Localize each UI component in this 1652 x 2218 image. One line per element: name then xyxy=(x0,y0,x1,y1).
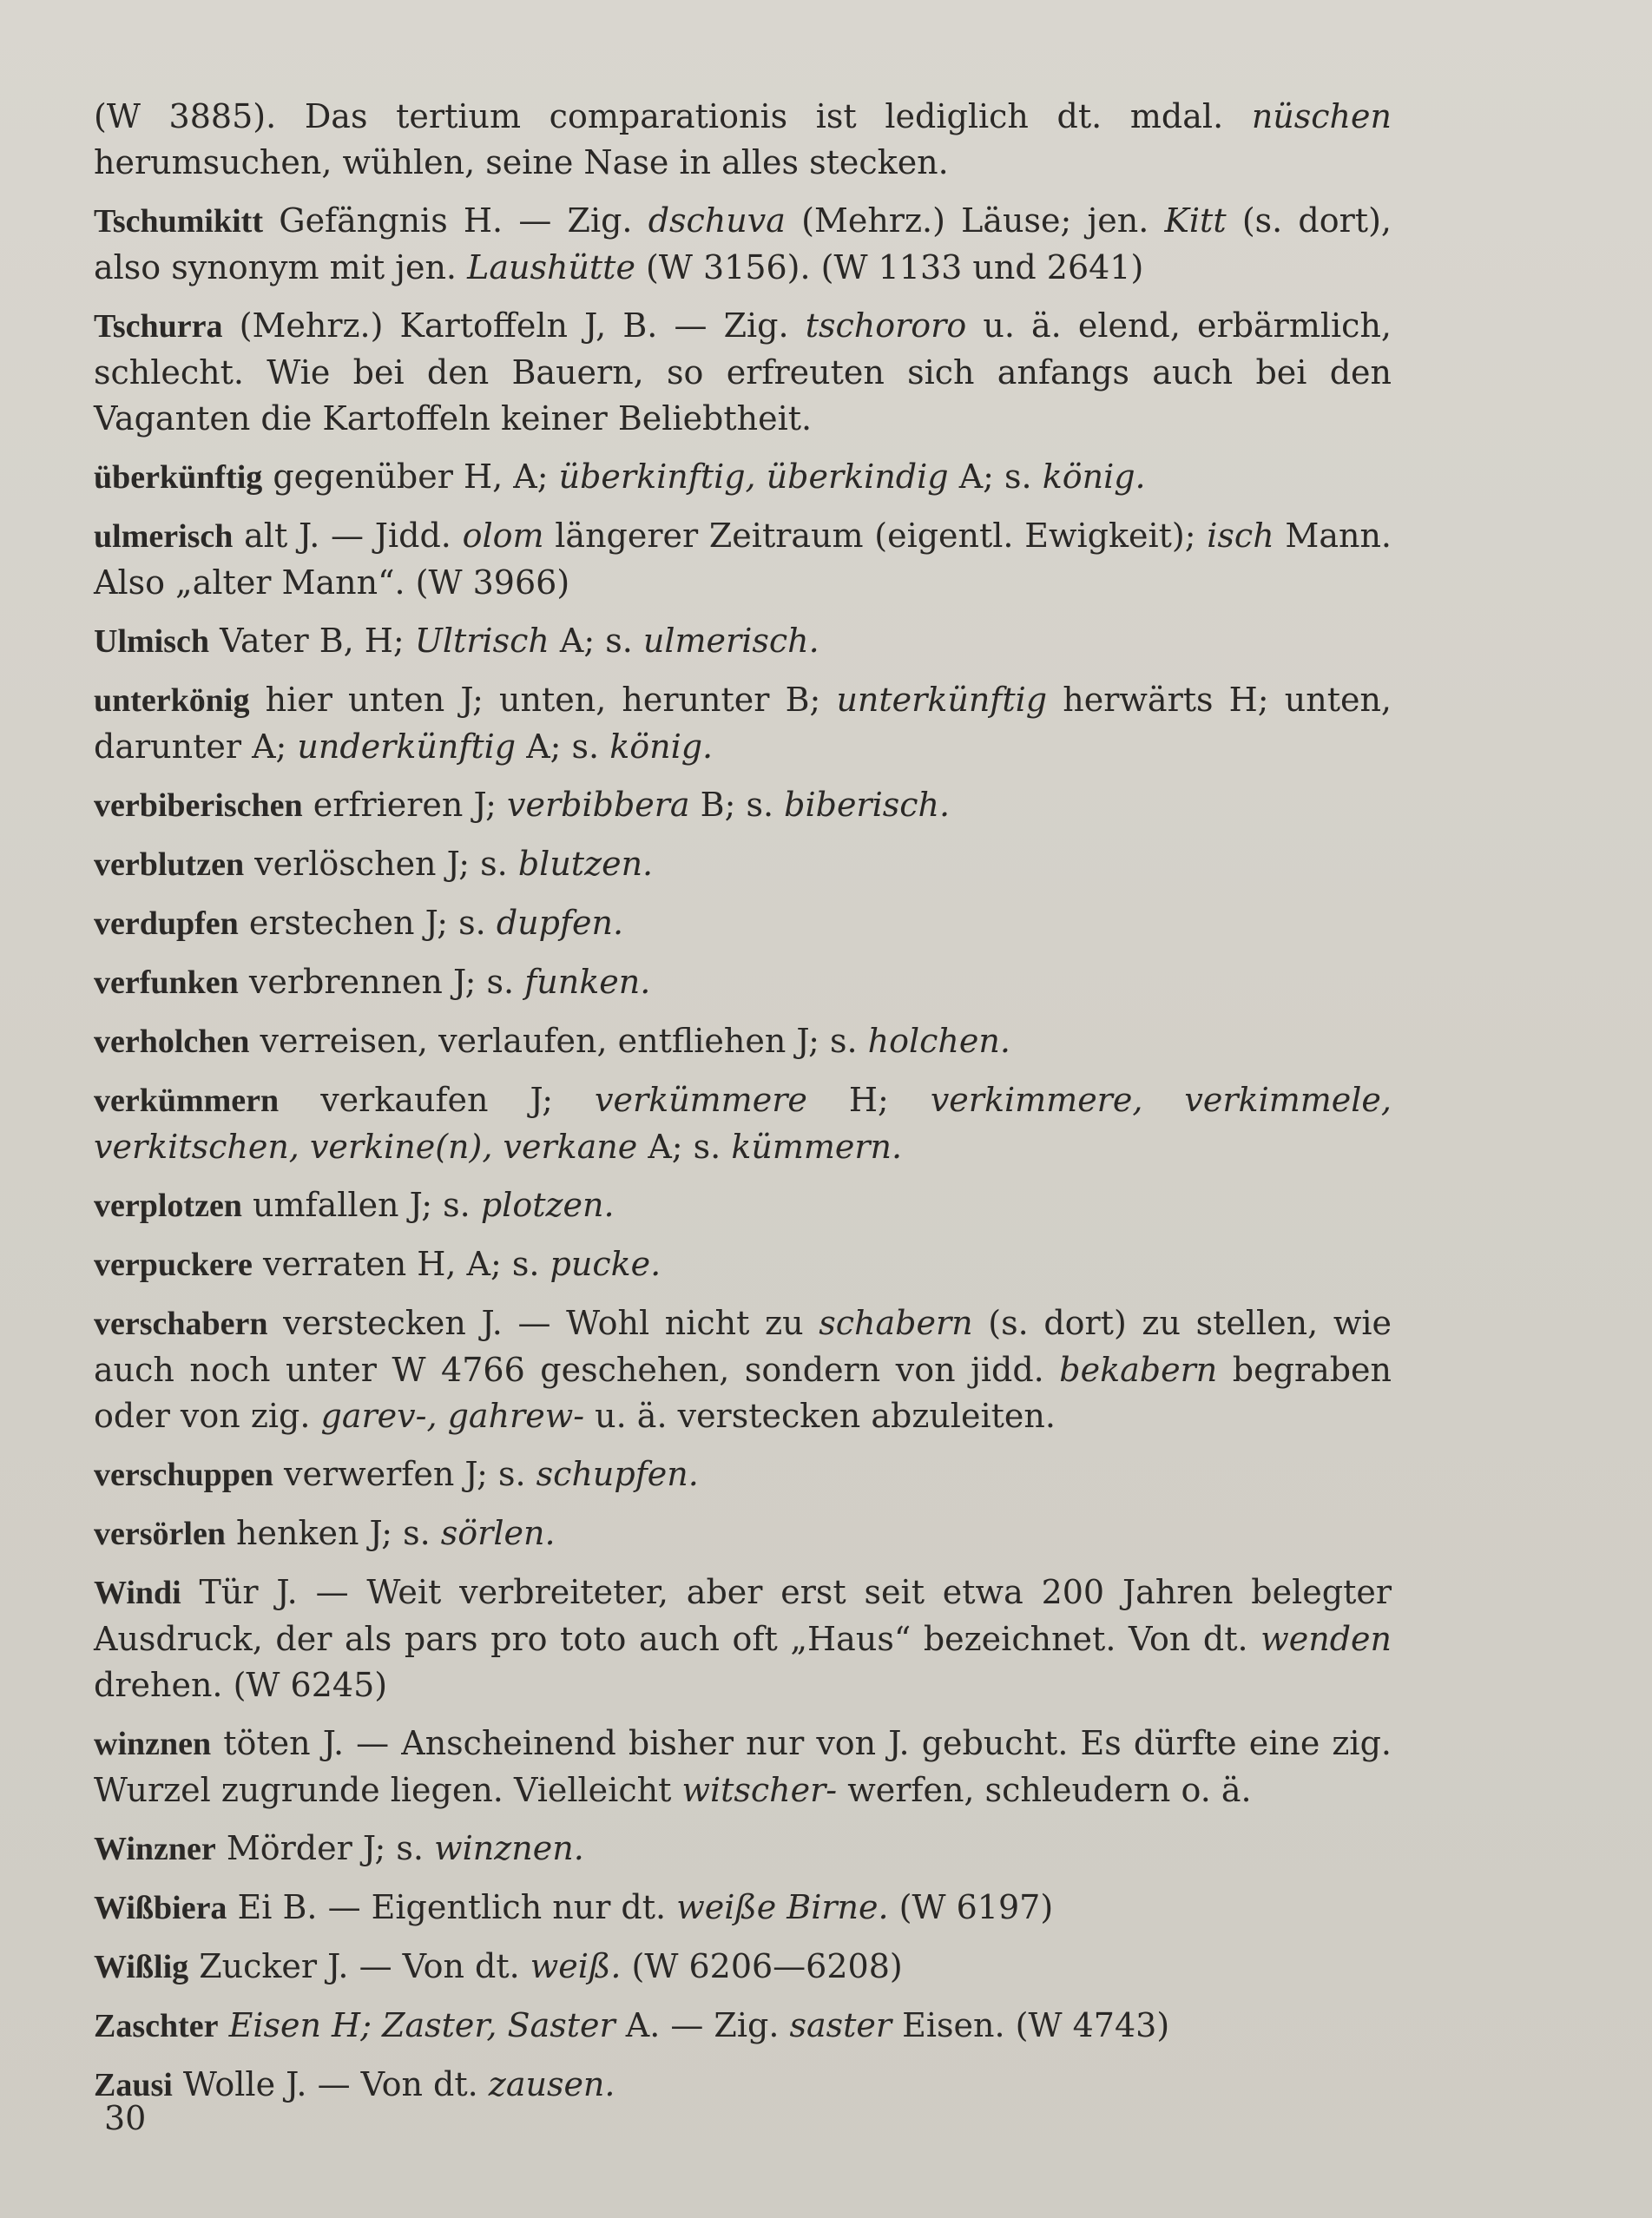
entry-italic-term: bekabern xyxy=(1059,1351,1218,1389)
dictionary-entry xyxy=(94,1826,1392,1872)
entry-headword: verkümmern xyxy=(94,1083,280,1119)
entry-headword: Tschurra xyxy=(94,308,223,345)
entry-text: herwärts H; unten, darunter A; xyxy=(94,681,1392,766)
dictionary-entry xyxy=(94,1885,1392,1932)
entry-italic-term: schupfen. xyxy=(536,1455,699,1493)
dictionary-entry xyxy=(94,1510,1392,1557)
dictionary-entry xyxy=(94,677,1392,770)
dictionary-entry xyxy=(94,2003,1392,2050)
dictionary-entry xyxy=(94,1077,1392,1170)
entry-text: (s. dort), also synonym mit jen. xyxy=(94,201,1392,286)
entry-text: Vater B, H; xyxy=(209,622,415,660)
entry-italic-term: weiß. xyxy=(530,1947,622,1985)
dictionary-entry xyxy=(94,303,1392,442)
entry-text: verwerfen J; s. xyxy=(273,1455,536,1493)
entry-text xyxy=(219,2006,229,2044)
entry-text: (W 6206—6208) xyxy=(621,1947,903,1985)
dictionary-entry xyxy=(94,1182,1392,1229)
entry-text: längerer Zeitraum (eigentl. Ewigkeit); xyxy=(543,517,1208,555)
entry-text: verraten H, A; s. xyxy=(252,1245,550,1283)
entry-italic-term: zausen. xyxy=(488,2065,615,2103)
entry-text: u. ä. verstecken abzuleiten. xyxy=(584,1397,1056,1435)
page-number: 30 xyxy=(104,2099,147,2137)
dictionary-entry xyxy=(94,618,1392,665)
dictionary-entry xyxy=(94,900,1392,947)
dictionary-entry xyxy=(94,454,1392,501)
entry-text: umfallen J; s. xyxy=(241,1186,481,1224)
dictionary-entry xyxy=(94,513,1392,606)
entry-italic-term: schabern xyxy=(819,1304,973,1342)
entry-italic-term: isch xyxy=(1207,517,1274,555)
entry-italic-term: tschororo xyxy=(805,306,967,345)
dictionary-entry xyxy=(94,1570,1392,1708)
entry-text: Wolle J. — Von dt. xyxy=(172,2065,489,2103)
entry-italic-term: verkimmere, verkimmele, verkitschen, verkine(n), verkane xyxy=(94,1081,1392,1166)
entry-text: begraben oder von zig. xyxy=(94,1351,1392,1435)
entry-headword: verpuckere xyxy=(94,1247,253,1283)
entry-text: erstechen J; s. xyxy=(238,904,497,942)
entry-text: H; xyxy=(806,1081,931,1119)
dictionary-entry xyxy=(94,1300,1392,1439)
entry-italic-term: sörlen. xyxy=(440,1514,556,1552)
entry-text: Mörder J; s. xyxy=(215,1829,435,1867)
entry-text: verbrennen J; s. xyxy=(238,963,525,1001)
entry-text: A; s. xyxy=(516,727,610,766)
dictionary-entry xyxy=(94,2062,1392,2109)
dictionary-entry xyxy=(94,1721,1392,1813)
entry-text: Zucker J. — Von dt. xyxy=(188,1947,530,1985)
entry-text: u. ä. elend, erbärmlich, schlecht. Wie bei den Bauern, so erfreuten sich anfangs auch bei den Vaganten die Kartoffeln keiner Beliebtheit. xyxy=(94,306,1392,438)
dictionary-entry xyxy=(94,782,1392,829)
entry-headword: Winzner xyxy=(94,1831,216,1867)
entry-headword: Wißlig xyxy=(94,1949,189,1985)
entry-text: verreisen, verlaufen, entfliehen J; s. xyxy=(249,1022,868,1060)
entry-headword: winznen xyxy=(94,1726,212,1762)
entry-text: henken J; s. xyxy=(225,1514,441,1552)
dictionary-entries xyxy=(94,94,1392,2121)
entry-headword: Zaschter xyxy=(94,2008,219,2044)
entry-text: Gefängnis H. — Zig. xyxy=(263,201,648,240)
entry-text: verlöschen J; s. xyxy=(244,845,518,883)
entry-text: A. — Zig. xyxy=(615,2006,790,2044)
entry-headword: verbiberischen xyxy=(94,787,303,824)
entry-headword: verdupfen xyxy=(94,905,239,942)
entry-headword: ulmerisch xyxy=(94,518,234,555)
entry-italic-term: garev-, gahrew- xyxy=(320,1397,585,1435)
entry-headword: verschabern xyxy=(94,1306,268,1342)
entry-italic-term: dschuva xyxy=(648,201,786,240)
entry-italic-term: kümmern. xyxy=(731,1128,903,1166)
entry-text: gegenüber H, A; xyxy=(262,457,559,496)
entry-italic-term: biberisch. xyxy=(784,786,951,824)
entry-italic-term: blutzen. xyxy=(517,845,654,883)
entry-text: hier unten J; unten, herunter B; xyxy=(249,681,837,719)
entry-text: verkaufen J; xyxy=(279,1081,596,1119)
entry-text: A; s. xyxy=(549,622,643,660)
entry-italic-term: verbibbera xyxy=(507,786,690,824)
entry-text: Eisen. (W 4743) xyxy=(892,2006,1170,2044)
entry-italic-term: winznen. xyxy=(434,1829,584,1867)
entry-headword: verfunken xyxy=(94,964,239,1001)
entry-headword: Windi xyxy=(94,1575,181,1611)
entry-italic-term: Laushütte xyxy=(467,248,635,286)
dictionary-entry xyxy=(94,1241,1392,1288)
entry-headword: Ulmisch xyxy=(94,623,209,660)
entry-italic-term: plotzen. xyxy=(480,1186,615,1224)
entry-headword: überkünftig xyxy=(94,459,263,496)
entry-text: Tür J. — Weit verbreiteter, aber erst seit etwa 200 Jahren belegter Ausdruck, der als pars pro toto auch oft „Haus“ bezeichnet. Von dt. xyxy=(94,1573,1392,1658)
entry-text: A; s. xyxy=(637,1128,732,1166)
entry-italic-term: nüschen xyxy=(1251,97,1392,135)
entry-text: Mann. Also „alter Mann“. (W 3966) xyxy=(94,517,1392,602)
entry-italic-term: Ultrisch xyxy=(414,622,550,660)
entry-text: töten J. — Anscheinend bisher nur von J. gebucht. Es dürfte eine zig. Wurzel zugrunde liegen. Vielleicht xyxy=(94,1724,1392,1809)
entry-italic-term: Eisen H; Zaster, Saster xyxy=(228,2006,615,2044)
entry-italic-term: dupfen. xyxy=(496,904,624,942)
dictionary-entry xyxy=(94,1018,1392,1065)
entry-italic-term: verkümmere xyxy=(595,1081,807,1119)
entry-headword: verblutzen xyxy=(94,846,245,883)
entry-italic-term: weiße Birne. xyxy=(676,1888,889,1926)
entry-italic-term: überkinftig, überkindig xyxy=(558,457,949,496)
entry-text: A; s. xyxy=(948,457,1043,496)
entry-italic-term: pucke. xyxy=(550,1245,661,1283)
entry-text: alt J. — Jidd. xyxy=(233,517,463,555)
dictionary-entry xyxy=(94,94,1392,186)
entry-italic-term: wenden xyxy=(1260,1620,1392,1658)
entry-text: erfrieren J; xyxy=(302,786,508,824)
entry-italic-term: könig. xyxy=(609,727,714,766)
entry-headword: Wißbiera xyxy=(94,1890,227,1926)
entry-headword: verschuppen xyxy=(94,1457,273,1493)
entry-italic-term: ulmerisch. xyxy=(642,622,819,660)
entry-text: (W 3885). Das tertium comparationis ist lediglich dt. mdal. xyxy=(94,97,1252,135)
entry-italic-term: könig. xyxy=(1042,457,1146,496)
dictionary-entry xyxy=(94,1451,1392,1498)
dictionary-entry xyxy=(94,841,1392,888)
entry-headword: Tschumikitt xyxy=(94,203,263,240)
dictionary-entry xyxy=(94,1944,1392,1991)
dictionary-entry xyxy=(94,198,1392,291)
entry-italic-term: Kitt xyxy=(1164,201,1227,240)
entry-italic-term: saster xyxy=(789,2006,892,2044)
entry-text: (W 6197) xyxy=(888,1888,1054,1926)
entry-headword: verholchen xyxy=(94,1023,250,1060)
entry-text: (W 3156). (W 1133 und 2641) xyxy=(635,248,1144,286)
entry-headword: Zausi xyxy=(94,2067,173,2103)
entry-italic-term: witscher- xyxy=(681,1771,838,1809)
entry-text: B; s. xyxy=(689,786,785,824)
entry-text: werfen, schleudern o. ä. xyxy=(837,1771,1252,1809)
dictionary-entry xyxy=(94,959,1392,1006)
entry-italic-term: unterkünftig xyxy=(836,681,1048,719)
entry-headword: verplotzen xyxy=(94,1188,242,1224)
entry-text: Ei B. — Eigentlich nur dt. xyxy=(227,1888,677,1926)
entry-italic-term: underkünftig xyxy=(297,727,517,766)
entry-headword: unterkönig xyxy=(94,682,250,719)
entry-text: verstecken J. — Wohl nicht zu xyxy=(267,1304,819,1342)
entry-italic-term: holchen. xyxy=(867,1022,1010,1060)
entry-italic-term: olom xyxy=(462,517,544,555)
entry-italic-term: funken. xyxy=(524,963,651,1001)
entry-text: herumsuchen, wühlen, seine Nase in alles stecken. xyxy=(94,143,949,181)
entry-text: drehen. (W 6245) xyxy=(94,1666,388,1704)
entry-headword: versörlen xyxy=(94,1516,226,1552)
entry-text: (s. dort) zu stellen, wie auch noch unter W 4766 geschehen, sondern von jidd. xyxy=(94,1304,1392,1389)
entry-text: (Mehrz.) Läuse; jen. xyxy=(785,201,1165,240)
entry-text: (Mehrz.) Kartoffeln J, B. — Zig. xyxy=(222,306,806,345)
